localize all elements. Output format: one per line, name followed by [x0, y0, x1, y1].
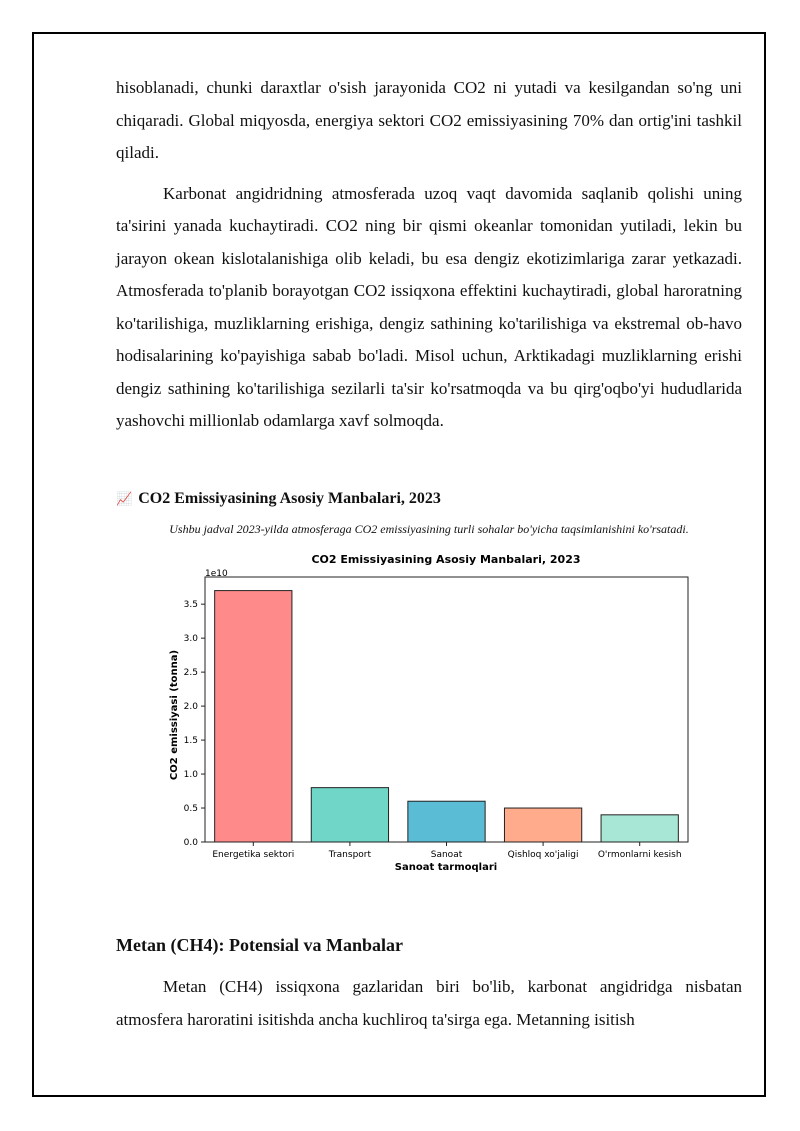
bar-4 — [601, 815, 678, 842]
bar-2 — [408, 801, 485, 842]
x-tick-label: O'rmonlarni kesish — [597, 850, 682, 860]
figure-caption: Ushbu jadval 2023-yilda atmosferaga CO2 emissiyasining turli sohalar bo'yicha taqsimlanishini ko'rsatadi. — [169, 522, 689, 536]
bar-3 — [504, 808, 581, 842]
bars-layer — [215, 591, 679, 842]
chart-svg — [160, 545, 700, 875]
x-axis-label: Sanoat tarmoqlari — [394, 862, 498, 873]
y-tick-label: 0.0 — [183, 838, 198, 848]
y-ticks-layer — [184, 600, 205, 848]
y-tick-label: 2.5 — [183, 668, 198, 679]
bar-0 — [215, 591, 292, 842]
y-tick-label: 3.5 — [183, 600, 198, 611]
bar-chart — [160, 545, 700, 875]
section-heading: Metan (CH4): Potensial va Manbalar — [116, 935, 403, 955]
y-tick-label: 2.0 — [183, 702, 198, 713]
paragraph-2: Karbonat angidridning atmosferada uzoq vaqt davomida saqlanib qolishi uning ta'sirini yanada kuchaytiradi. CO2 ning bir qismi okeanlar tomonidan yutiladi, lekin bu jarayon okean kislotalanishiga olib keladi, bu esa dengiz ekotizimlariga zarar yetkazadi. Atmosferada to'planib borayotgan CO2 issiqxona effektini kuchaytiradi, global haroratning ko'tarilishiga, muzliklarning erishiga, dengiz sathining ko'tarilishiga va ekstremal ob-havo hodisalarining ko'payishiga sabab bo'ladi. Misol uchun, Arktikadagi muzliklarning erishi dengiz sathining ko'tarilishiga sezilarli ta'sir ko'rsatmoqda va bu qirg'oqbo'yi hududlarida yashovchi millionlab odamlarga xavf solmoqda. — [116, 183, 742, 430]
paragraph-1: hisoblanadi, chunki daraxtlar o'sish jarayonida CO2 ni yutadi va kesilgandan so'ng uni chiqaradi. Global miqyosda, energiya sektori CO2 emissiyasining 70% dan ortig'ini tashkil qiladi. — [116, 78, 742, 162]
chart-title: CO2 Emissiyasining Asosiy Manbalari, 2023 — [311, 553, 581, 566]
figure-title: CO2 Emissiyasining Asosiy Manbalari, 2023 — [138, 490, 441, 507]
paragraph-block-top — [116, 72, 742, 438]
y-tick-label: 3.0 — [183, 634, 198, 645]
x-tick-label: Energetika sektori — [212, 850, 295, 860]
y-tick-label: 1.5 — [183, 736, 198, 747]
axis-offset-label: 1e10 — [205, 569, 228, 579]
paragraph-block-bottom — [116, 971, 742, 1036]
y-tick-label: 1.0 — [183, 770, 198, 781]
chart-icon: 📈 — [116, 491, 133, 507]
x-ticks-layer — [212, 842, 681, 860]
y-tick-label: 0.5 — [183, 804, 198, 815]
bar-1 — [311, 788, 388, 842]
paragraph-3: Metan (CH4) issiqxona gazlaridan biri bo'lib, karbonat angidridga nisbatan atmosfera haroratini isitishda ancha kuchliroq ta'sirga ega. Metanning isitish — [116, 977, 742, 1029]
x-tick-label: Sanoat — [430, 850, 463, 860]
x-tick-label: Qishloq xo'jaligi — [507, 850, 579, 860]
x-tick-label: Transport — [328, 850, 372, 860]
y-axis-label: CO2 emissiyasi (tonna) — [169, 649, 180, 781]
figure-title-row — [116, 490, 441, 508]
